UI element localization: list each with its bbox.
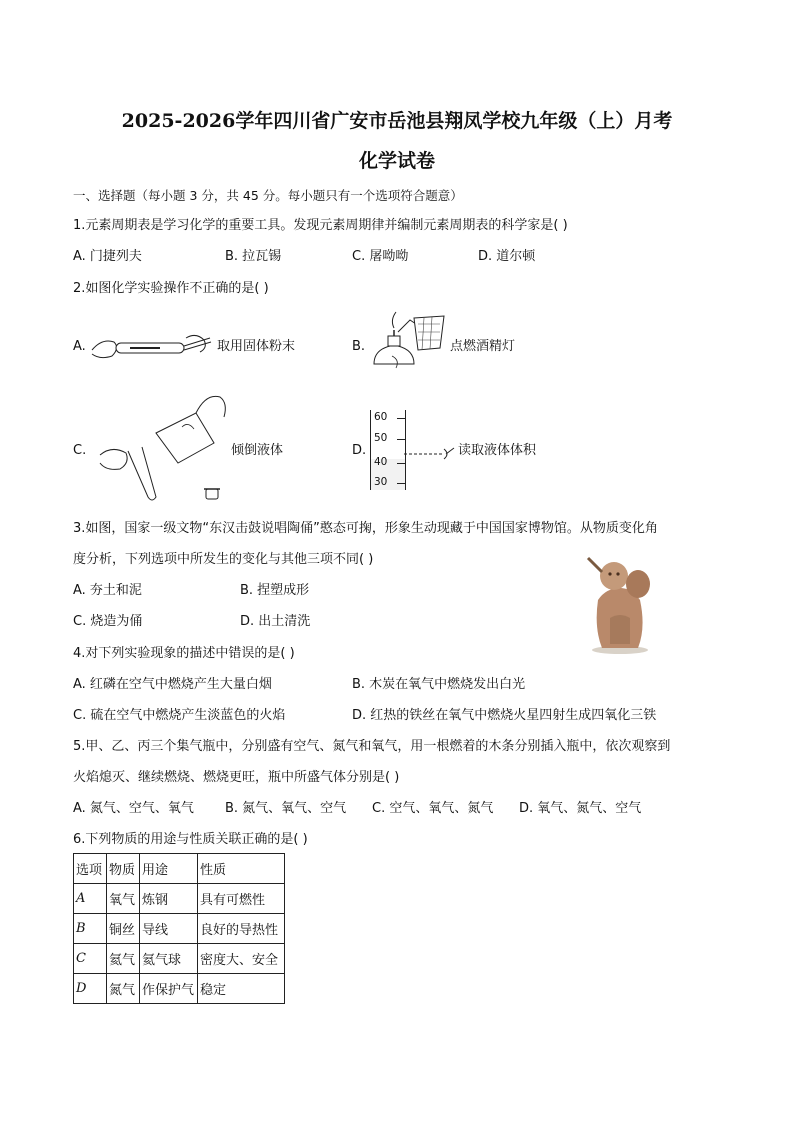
table-cell: 良好的导热性: [198, 914, 285, 944]
q2-a-caption: 取用固体粉末: [217, 339, 296, 354]
q2-c-caption: 倾倒液体: [231, 443, 284, 458]
q6-table: [73, 853, 285, 1004]
table-row: [74, 944, 285, 974]
pottery-figurine-image: [580, 548, 660, 656]
page-title: 2025-2026学年四川省广安市岳池县翔凤学校九年级（上）月考: [121, 110, 673, 132]
q3-option-c: C. 烧造为俑: [73, 614, 143, 629]
table-cell: 导线: [140, 914, 198, 944]
alcohol-lamp-illustration: [370, 310, 450, 376]
table-row: [74, 974, 285, 1004]
q2-a-letter: A.: [73, 339, 86, 354]
table-row: [74, 884, 285, 914]
cylinder-tick-label: 50: [374, 432, 388, 444]
q2-b-caption: 点燃酒精灯: [450, 339, 516, 354]
table-cell: 铜丝: [107, 914, 140, 944]
table-cell: D: [74, 974, 107, 1004]
section-heading: 一、选择题（每小题 3 分，共 45 分。每小题只有一个选项符合题意）: [73, 188, 463, 203]
table-header-cell: 性质: [198, 854, 285, 884]
q6-stem: 6.下列物质的用途与性质关联正确的是( ): [73, 832, 308, 847]
table-cell: 密度大、安全: [198, 944, 285, 974]
table-cell: 作保护气: [140, 974, 198, 1004]
powder-test-tube-illustration: [90, 326, 215, 366]
q1-option-c: C. 屠呦呦: [352, 249, 409, 264]
q2-b-letter: B.: [352, 339, 366, 354]
q2-d-letter: D.: [352, 443, 367, 458]
table-header-row: [74, 854, 285, 884]
table-cell: 炼钢: [140, 884, 198, 914]
q5-option-c: C. 空气、氧气、氮气: [372, 801, 494, 816]
q2-d-caption: 读取液体体积: [458, 443, 537, 458]
q4-option-d: D. 红热的铁丝在氧气中燃烧火星四射生成四氧化三铁: [352, 708, 657, 723]
q3-option-b: B. 捏塑成形: [240, 583, 310, 598]
q5-stem-line1: 5.甲、乙、丙三个集气瓶中，分别盛有空气、氮气和氧气，用一根燃着的木条分别插入瓶中，依次观察到: [73, 739, 671, 754]
eye-sightline-illustration: [404, 444, 458, 460]
q2-c-letter: C.: [73, 443, 87, 458]
q2-stem: 2.如图化学实验操作不正确的是( ): [73, 281, 269, 296]
table-cell: 氦气: [107, 944, 140, 974]
cylinder-tick-label: 30: [374, 476, 388, 488]
q1-option-a: A. 门捷列夫: [73, 249, 142, 264]
table-cell: A: [74, 884, 107, 914]
q5-stem-line2: 火焰熄灭、继续燃烧、燃烧更旺，瓶中所盛气体分别是( ): [73, 770, 400, 785]
graduated-cylinder: [370, 410, 406, 490]
q3-option-d: D. 出土清洗: [240, 614, 311, 629]
table-row: [74, 914, 285, 944]
page-subtitle: 化学试卷: [358, 150, 435, 172]
table-header-cell: 物质: [107, 854, 140, 884]
table-cell: 氮气: [107, 974, 140, 1004]
table-header-cell: 选项: [74, 854, 107, 884]
q5-option-b: B. 氮气、氧气、空气: [225, 801, 347, 816]
q1-option-d: D. 道尔顿: [478, 249, 536, 264]
cylinder-tick-label: 60: [374, 411, 388, 423]
q4-option-c: C. 硫在空气中燃烧产生淡蓝色的火焰: [73, 708, 286, 723]
q4-option-a: A. 红磷在空气中燃烧产生大量白烟: [73, 677, 272, 692]
q5-option-d: D. 氧气、氮气、空气: [519, 801, 642, 816]
table-cell: 稳定: [198, 974, 285, 1004]
q1-stem: 1.元素周期表是学习化学的重要工具。发现元素周期律并编制元素周期表的科学家是( ): [73, 218, 568, 233]
q5-option-a: A. 氮气、空气、氧气: [73, 801, 194, 816]
table-cell: 具有可燃性: [198, 884, 285, 914]
table-cell: 氦气球: [140, 944, 198, 974]
q4-stem: 4.对下列实验现象的描述中错误的是( ): [73, 646, 295, 661]
q4-option-b: B. 木炭在氧气中燃烧发出白光: [352, 677, 526, 692]
q1-option-b: B. 拉瓦锡: [225, 249, 282, 264]
table-header-cell: 用途: [140, 854, 198, 884]
table-cell: C: [74, 944, 107, 974]
pouring-liquid-illustration: [96, 393, 236, 505]
table-cell: B: [74, 914, 107, 944]
q3-option-a: A. 夯土和泥: [73, 583, 142, 598]
q3-stem-line2: 度分析，下列选项中所发生的变化与其他三项不同( ): [73, 552, 374, 567]
q3-stem-line1: 3.如图，国家一级文物“东汉击鼓说唱陶俑”憨态可掬，形象生动现藏于中国国家博物馆。从物质变化角: [73, 521, 658, 536]
table-cell: 氧气: [107, 884, 140, 914]
cylinder-tick-label: 40: [374, 456, 388, 468]
